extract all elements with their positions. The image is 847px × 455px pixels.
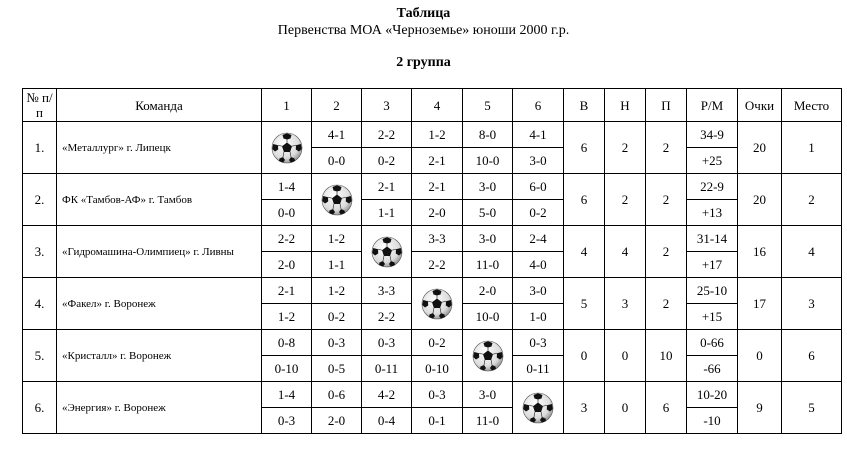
standings-table bbox=[22, 88, 842, 434]
losses-value: 10 bbox=[646, 330, 687, 382]
first-match-score: 4-2 bbox=[362, 382, 412, 408]
second-match-score: 10-0 bbox=[463, 304, 513, 330]
wins-value: 5 bbox=[564, 278, 605, 330]
row-number: 2. bbox=[23, 174, 57, 226]
row-number: 4. bbox=[23, 278, 57, 330]
goals-value: 31-14 bbox=[687, 226, 738, 252]
self-match-cell bbox=[262, 122, 312, 174]
second-match-score: 0-11 bbox=[362, 356, 412, 382]
goals-value: 25-10 bbox=[687, 278, 738, 304]
first-match-score: 4-1 bbox=[513, 122, 564, 148]
table-row bbox=[23, 122, 842, 148]
draws-value: 0 bbox=[605, 330, 646, 382]
first-match-score: 1-2 bbox=[312, 278, 362, 304]
header-col-2: 2 bbox=[312, 89, 362, 122]
team-name: «Кристалл» г. Воронеж bbox=[57, 330, 262, 382]
first-match-score: 3-0 bbox=[463, 174, 513, 200]
second-match-score: 0-4 bbox=[362, 408, 412, 434]
goal-diff-value: +13 bbox=[687, 200, 738, 226]
second-match-score: 2-2 bbox=[362, 304, 412, 330]
first-match-score: 2-2 bbox=[362, 122, 412, 148]
self-match-cell bbox=[362, 226, 412, 278]
second-match-score: 2-0 bbox=[262, 252, 312, 278]
place-value: 4 bbox=[782, 226, 842, 278]
soccer-ball-icon bbox=[262, 132, 311, 164]
first-match-score: 3-0 bbox=[513, 278, 564, 304]
first-match-score: 2-1 bbox=[412, 174, 463, 200]
second-match-score: 5-0 bbox=[463, 200, 513, 226]
self-match-cell bbox=[513, 382, 564, 434]
first-match-score: 0-6 bbox=[312, 382, 362, 408]
draws-value: 3 bbox=[605, 278, 646, 330]
first-match-score: 2-4 bbox=[513, 226, 564, 252]
first-match-score: 2-2 bbox=[262, 226, 312, 252]
header-row bbox=[23, 89, 842, 122]
first-match-score: 0-3 bbox=[362, 330, 412, 356]
goal-diff-value: +15 bbox=[687, 304, 738, 330]
second-match-score: 11-0 bbox=[463, 408, 513, 434]
team-name: «Металлург» г. Липецк bbox=[57, 122, 262, 174]
table-row bbox=[23, 278, 842, 304]
team-name: ФК «Тамбов-АФ» г. Тамбов bbox=[57, 174, 262, 226]
first-match-score: 3-0 bbox=[463, 226, 513, 252]
table-title: Таблица bbox=[396, 6, 451, 21]
soccer-ball-icon bbox=[312, 184, 361, 216]
goals-value: 22-9 bbox=[687, 174, 738, 200]
second-match-score: 0-10 bbox=[262, 356, 312, 382]
team-name: «Энергия» г. Воронеж bbox=[57, 382, 262, 434]
group-label: 2 группа bbox=[396, 55, 451, 70]
draws-value: 4 bbox=[605, 226, 646, 278]
goals-value: 0-66 bbox=[687, 330, 738, 356]
header-team: Команда bbox=[57, 89, 262, 122]
first-match-score: 0-3 bbox=[412, 382, 463, 408]
losses-value: 2 bbox=[646, 122, 687, 174]
first-match-score: 8-0 bbox=[463, 122, 513, 148]
self-match-cell bbox=[412, 278, 463, 330]
table-row bbox=[23, 330, 842, 356]
points-value: 17 bbox=[738, 278, 782, 330]
first-match-score: 0-3 bbox=[312, 330, 362, 356]
second-match-score: 0-11 bbox=[513, 356, 564, 382]
table-row bbox=[23, 382, 842, 408]
table-row bbox=[23, 226, 842, 252]
self-match-cell bbox=[312, 174, 362, 226]
draws-value: 0 bbox=[605, 382, 646, 434]
table-row bbox=[23, 174, 842, 200]
first-match-score: 0-8 bbox=[262, 330, 312, 356]
header-draws: Н bbox=[605, 89, 646, 122]
second-match-score: 0-5 bbox=[312, 356, 362, 382]
goals-value: 10-20 bbox=[687, 382, 738, 408]
team-name: «Факел» г. Воронеж bbox=[57, 278, 262, 330]
first-match-score: 2-1 bbox=[262, 278, 312, 304]
team-name: «Гидромашина-Олимпиец» г. Ливны bbox=[57, 226, 262, 278]
table-subtitle: Первенства МОА «Черноземье» юноши 2000 г.р. bbox=[277, 23, 570, 38]
points-value: 20 bbox=[738, 174, 782, 226]
second-match-score: 0-1 bbox=[412, 408, 463, 434]
wins-value: 6 bbox=[564, 122, 605, 174]
first-match-score: 4-1 bbox=[312, 122, 362, 148]
row-number: 3. bbox=[23, 226, 57, 278]
wins-value: 0 bbox=[564, 330, 605, 382]
second-match-score: 0-3 bbox=[262, 408, 312, 434]
first-match-score: 2-0 bbox=[463, 278, 513, 304]
header-losses: П bbox=[646, 89, 687, 122]
second-match-score: 3-0 bbox=[513, 148, 564, 174]
losses-value: 2 bbox=[646, 278, 687, 330]
second-match-score: 10-0 bbox=[463, 148, 513, 174]
first-match-score: 2-1 bbox=[362, 174, 412, 200]
first-match-score: 3-0 bbox=[463, 382, 513, 408]
losses-value: 6 bbox=[646, 382, 687, 434]
header-place: Место bbox=[782, 89, 842, 122]
place-value: 2 bbox=[782, 174, 842, 226]
header-wins: В bbox=[564, 89, 605, 122]
second-match-score: 4-0 bbox=[513, 252, 564, 278]
header-points: Очки bbox=[738, 89, 782, 122]
self-match-cell bbox=[463, 330, 513, 382]
second-match-score: 1-1 bbox=[362, 200, 412, 226]
second-match-score: 0-2 bbox=[312, 304, 362, 330]
first-match-score: 1-2 bbox=[312, 226, 362, 252]
draws-value: 2 bbox=[605, 122, 646, 174]
goal-diff-value: -10 bbox=[687, 408, 738, 434]
first-match-score: 0-2 bbox=[412, 330, 463, 356]
first-match-score: 1-2 bbox=[412, 122, 463, 148]
points-value: 9 bbox=[738, 382, 782, 434]
points-value: 16 bbox=[738, 226, 782, 278]
second-match-score: 11-0 bbox=[463, 252, 513, 278]
second-match-score: 0-2 bbox=[362, 148, 412, 174]
place-value: 6 bbox=[782, 330, 842, 382]
soccer-ball-icon bbox=[463, 340, 512, 372]
place-value: 5 bbox=[782, 382, 842, 434]
soccer-ball-icon bbox=[412, 288, 462, 320]
second-match-score: 2-2 bbox=[412, 252, 463, 278]
second-match-score: 2-0 bbox=[412, 200, 463, 226]
goal-diff-value: -66 bbox=[687, 356, 738, 382]
wins-value: 3 bbox=[564, 382, 605, 434]
first-match-score: 1-4 bbox=[262, 382, 312, 408]
first-match-score: 3-3 bbox=[412, 226, 463, 252]
draws-value: 2 bbox=[605, 174, 646, 226]
header-num: № п/п bbox=[23, 89, 57, 122]
soccer-ball-icon bbox=[513, 392, 563, 424]
second-match-score: 0-2 bbox=[513, 200, 564, 226]
header-col-6: 6 bbox=[513, 89, 564, 122]
second-match-score: 1-2 bbox=[262, 304, 312, 330]
header-col-5: 5 bbox=[463, 89, 513, 122]
second-match-score: 0-10 bbox=[412, 356, 463, 382]
points-value: 20 bbox=[738, 122, 782, 174]
second-match-score: 1-1 bbox=[312, 252, 362, 278]
second-match-score: 2-0 bbox=[312, 408, 362, 434]
first-match-score: 3-3 bbox=[362, 278, 412, 304]
first-match-score: 0-3 bbox=[513, 330, 564, 356]
losses-value: 2 bbox=[646, 174, 687, 226]
header-col-1: 1 bbox=[262, 89, 312, 122]
first-match-score: 6-0 bbox=[513, 174, 564, 200]
wins-value: 4 bbox=[564, 226, 605, 278]
wins-value: 6 bbox=[564, 174, 605, 226]
row-number: 1. bbox=[23, 122, 57, 174]
second-match-score: 1-0 bbox=[513, 304, 564, 330]
row-number: 6. bbox=[23, 382, 57, 434]
soccer-ball-icon bbox=[362, 236, 411, 268]
second-match-score: 0-0 bbox=[312, 148, 362, 174]
goal-diff-value: +17 bbox=[687, 252, 738, 278]
place-value: 3 bbox=[782, 278, 842, 330]
points-value: 0 bbox=[738, 330, 782, 382]
standings-body bbox=[23, 122, 842, 434]
second-match-score: 0-0 bbox=[262, 200, 312, 226]
header-goal-diff: Р/М bbox=[687, 89, 738, 122]
second-match-score: 2-1 bbox=[412, 148, 463, 174]
header-col-3: 3 bbox=[362, 89, 412, 122]
row-number: 5. bbox=[23, 330, 57, 382]
first-match-score: 1-4 bbox=[262, 174, 312, 200]
goals-value: 34-9 bbox=[687, 122, 738, 148]
goal-diff-value: +25 bbox=[687, 148, 738, 174]
header-col-4: 4 bbox=[412, 89, 463, 122]
place-value: 1 bbox=[782, 122, 842, 174]
losses-value: 2 bbox=[646, 226, 687, 278]
